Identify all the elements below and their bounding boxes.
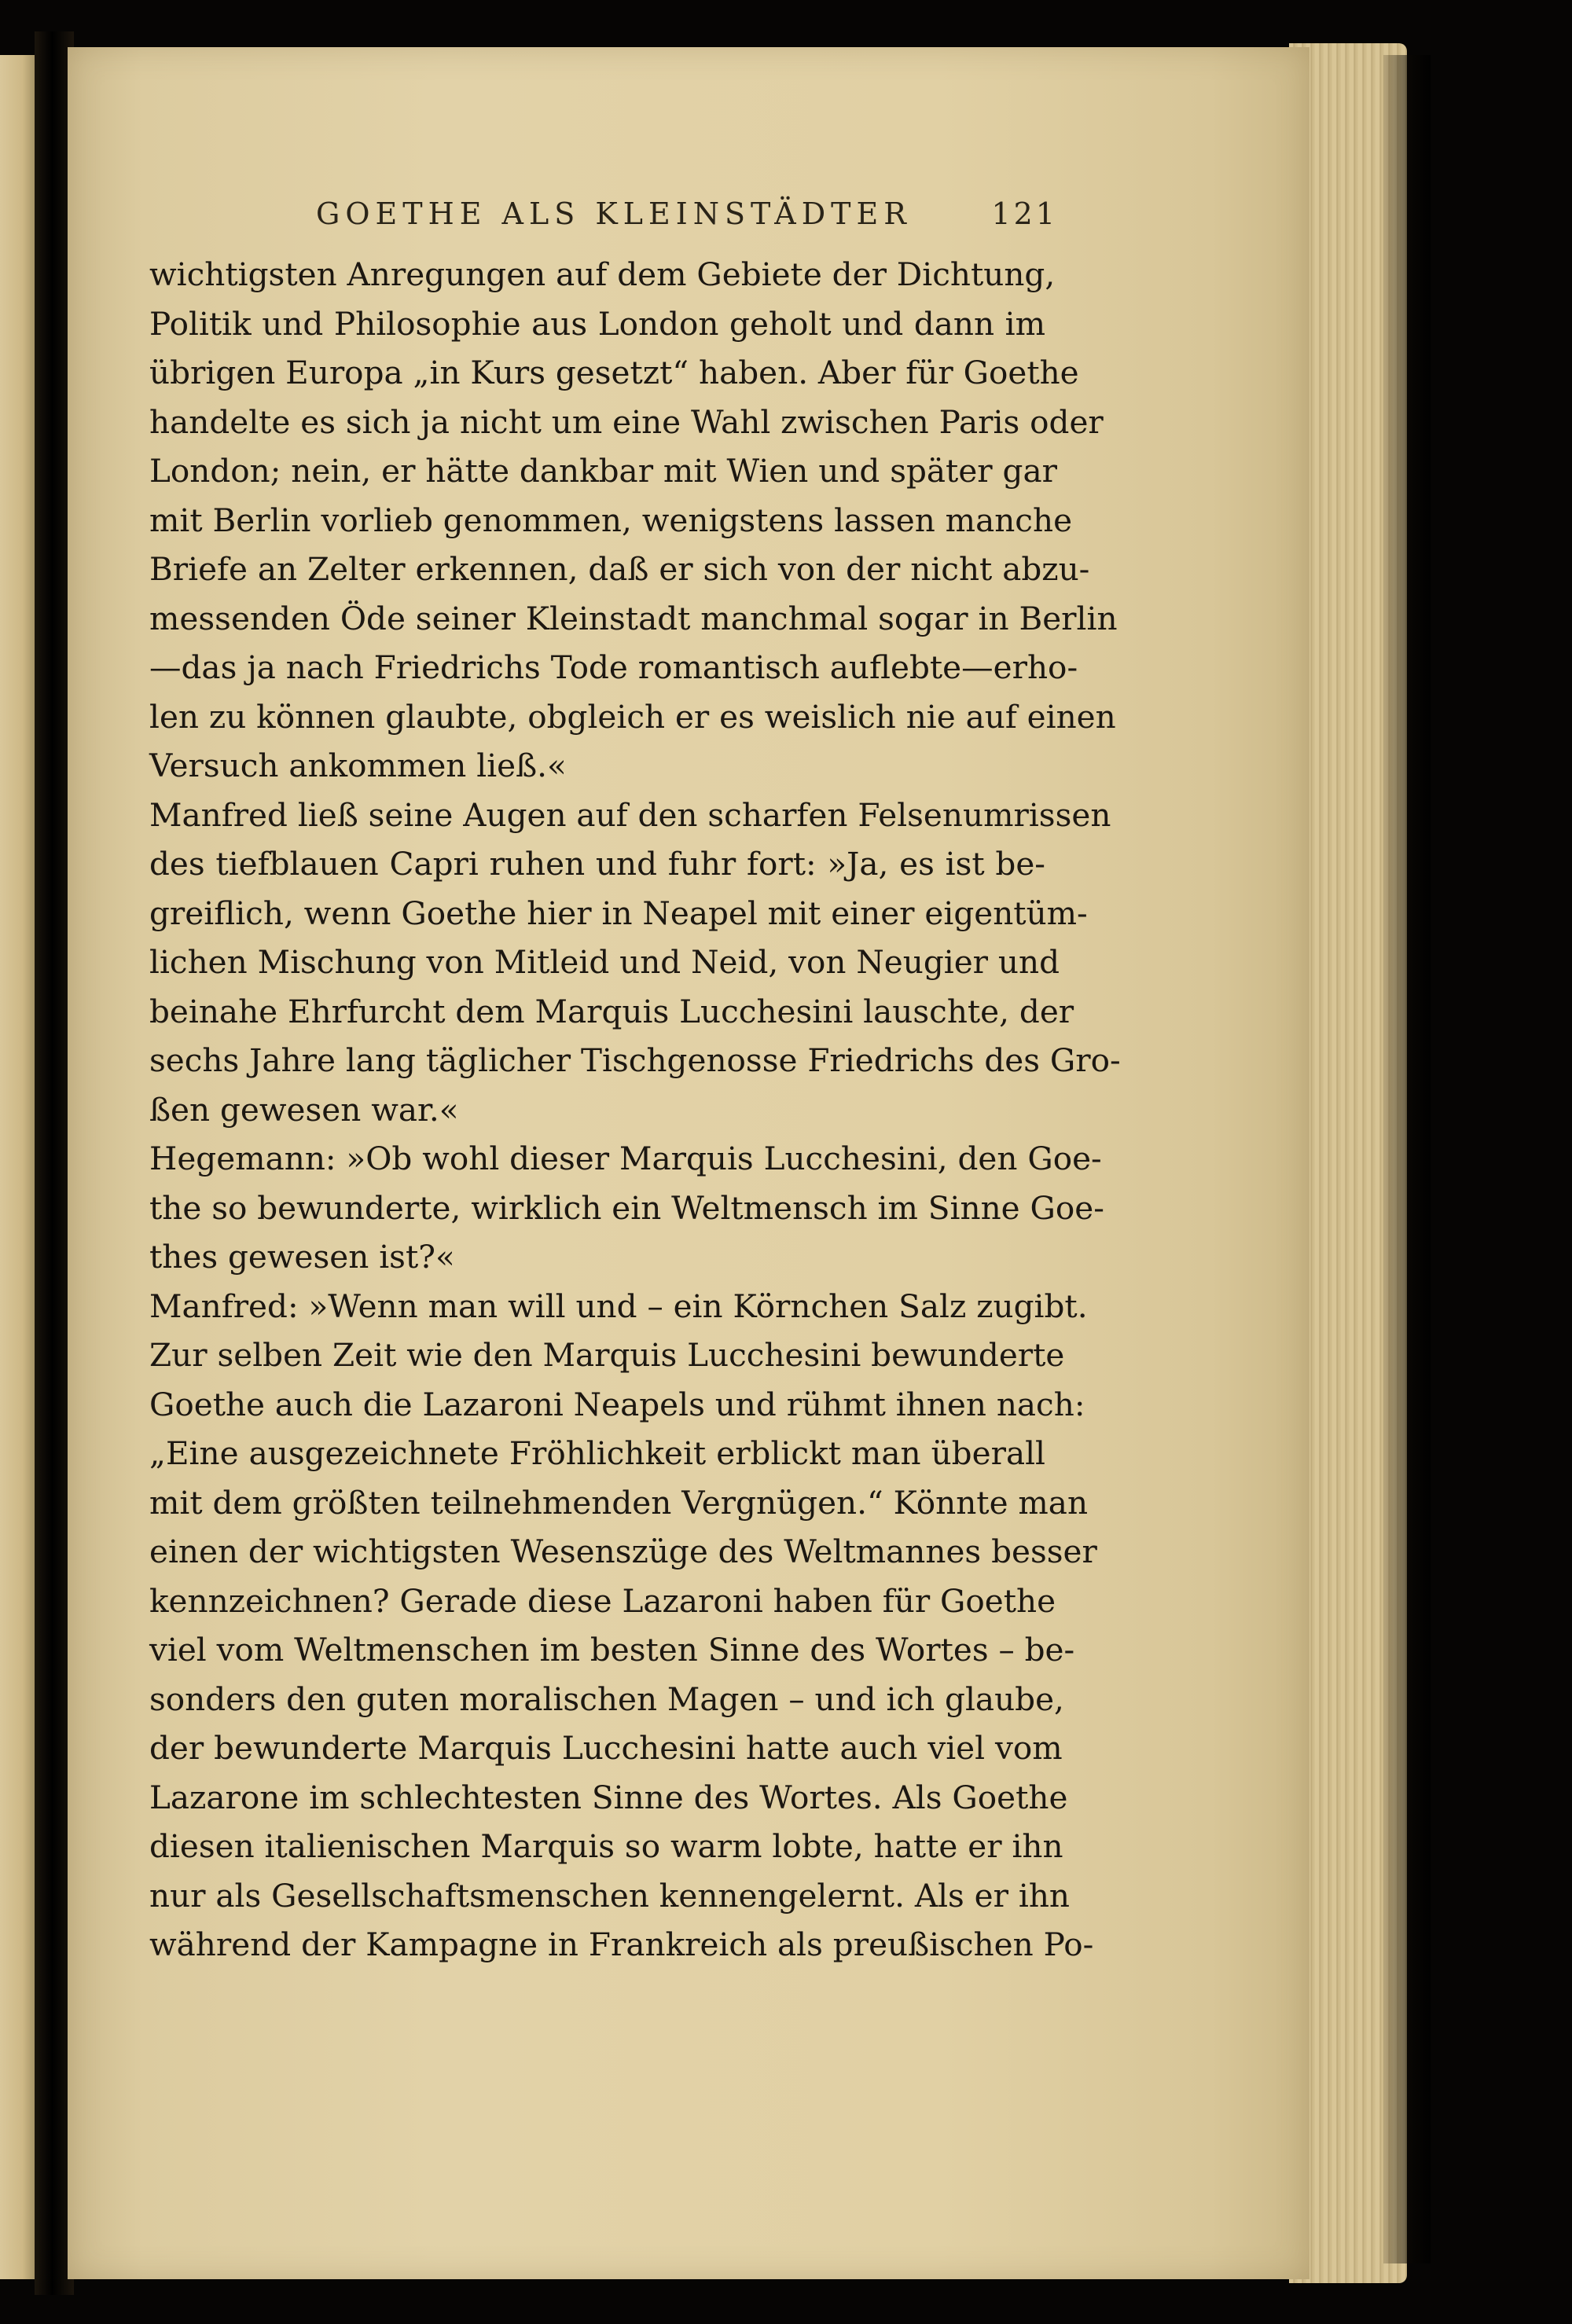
running-head-title: GOETHE ALS KLEINSTÄDTER	[316, 196, 912, 231]
text-line: ßen gewesen war.«	[149, 1090, 459, 1129]
text-line: des tiefblauen Capri ruhen und fuhr fort: »Ja, es ist be-	[149, 845, 1045, 883]
text-line: diesen italienischen Marquis so warm lobte, hatte er ihn	[149, 1827, 1063, 1865]
text-line: Goethe auch die Lazaroni Neapels und rühmt ihnen nach:	[149, 1385, 1085, 1423]
text-line: Zur selben Zeit wie den Marquis Lucchesini bewunderte	[149, 1336, 1065, 1374]
text-line: Lazarone im schlechtesten Sinne des Wortes. Als Goethe	[149, 1778, 1068, 1816]
text-line: beinahe Ehrfurcht dem Marquis Lucchesini lauschte, der	[149, 992, 1074, 1030]
text-line: der bewunderte Marquis Lucchesini hatte auch viel vom	[149, 1729, 1063, 1767]
text-line: handelte es sich ja nicht um eine Wahl zwischen Paris oder	[149, 402, 1104, 441]
text-line: mit Berlin vorlieb genommen, wenigstens lassen manche	[149, 501, 1073, 539]
text-line: kennzeichnen? Gerade diese Lazaroni haben für Goethe	[149, 1581, 1056, 1620]
text-line: messenden Öde seiner Kleinstadt manchmal sogar in Berlin	[149, 599, 1118, 637]
text-line: einen der wichtigsten Wesenszüge des Weltmannes besser	[149, 1533, 1097, 1570]
text-line: —das ja nach Friedrichs Tode romantisch auflebte—erho-	[149, 648, 1078, 686]
page-number: 121	[991, 196, 1058, 231]
running-head	[244, 196, 1077, 240]
text-line: the so bewunderte, wirklich ein Weltmensch im Sinne Goe-	[149, 1188, 1104, 1227]
text-line: len zu können glaubte, obgleich er es weislich nie auf einen	[149, 697, 1116, 736]
text-line: während der Kampagne in Frankreich als preußischen Po-	[149, 1926, 1094, 1963]
text-line: Hegemann: »Ob wohl dieser Marquis Lucchesini, den Goe-	[149, 1140, 1102, 1177]
text-line: übrigen Europa „in Kurs gesetzt“ haben. Aber für Goethe	[149, 354, 1079, 391]
text-line: wichtigsten Anregungen auf dem Gebiete der Dichtung,	[149, 255, 1056, 293]
text-line: Versuch ankommen ließ.«	[149, 747, 567, 784]
text-line: thes gewesen ist?«	[149, 1238, 455, 1276]
text-line: „Eine ausgezeichnete Fröhlichkeit erblickt man überall	[149, 1434, 1045, 1472]
text-line: nur als Gesellschaftsmenschen kennengelernt. Als er ihn	[149, 1876, 1070, 1915]
page-stack-shadow	[1383, 55, 1431, 2263]
text-line: greiflich, wenn Goethe hier in Neapel mit einer eigentüm-	[149, 894, 1088, 932]
text-line: Briefe an Zelter erkennen, daß er sich von der nicht abzu-	[149, 550, 1090, 588]
body-text	[149, 250, 1121, 1970]
text-line: Politik und Philosophie aus London geholt und dann im	[149, 304, 1045, 343]
text-line: London; nein, er hätte dankbar mit Wien und später gar	[149, 452, 1057, 490]
text-line: sechs Jahre lang täglicher Tischgenosse Friedrichs des Gro-	[149, 1041, 1121, 1079]
text-line: Manfred ließ seine Augen auf den scharfen Felsenumrissen	[149, 795, 1111, 834]
text-line: mit dem größten teilnehmenden Vergnügen.“ Könnte man	[149, 1483, 1089, 1522]
previous-page-edge	[0, 55, 38, 2279]
text-line: Manfred: »Wenn man will und – ein Körnchen Salz zugibt.	[149, 1287, 1088, 1325]
text-line: viel vom Weltmenschen im besten Sinne des Wortes – be-	[149, 1631, 1075, 1669]
text-line: sonders den guten moralischen Magen – und ich glaube,	[149, 1680, 1064, 1718]
text-line: lichen Mischung von Mitleid und Neid, von Neugier und	[149, 943, 1060, 981]
